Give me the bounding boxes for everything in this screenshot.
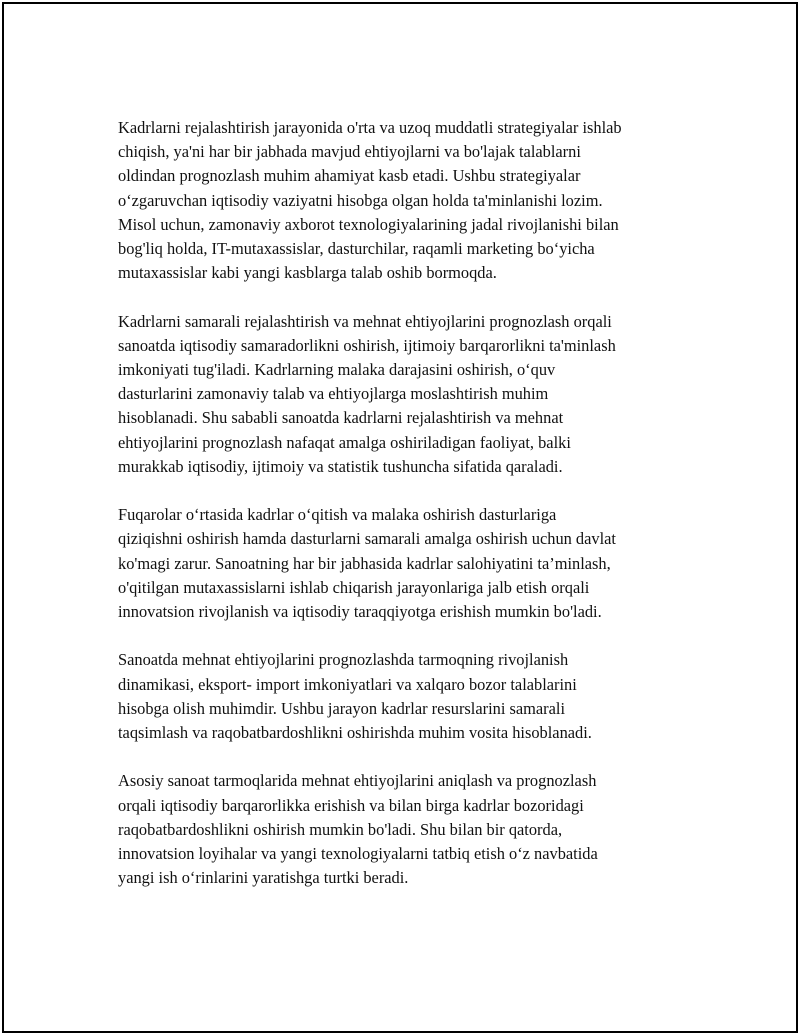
paragraph-2 [118, 310, 698, 479]
text-line: hisoblanadi. Shu sababli sanoatda kadrlarni rejalashtirish va mehnat [118, 408, 564, 428]
text-line: sanoatda iqtisodiy samaradorlikni oshirish, ijtimoiy barqarorlikni ta'minlash [118, 335, 616, 355]
paragraph-1 [118, 116, 698, 285]
text-line: oldindan prognozlash muhim ahamiyat kasb etadi. Ushbu strategiyalar [118, 166, 581, 186]
text-line: o‘zgaruvchan iqtisodiy vaziyatni hisobga olgan holda ta'minlanishi lozim. [118, 190, 603, 210]
text-line: ko'magi zarur. Sanoatning har bir jabhasida kadrlar salohiyatini ta’minlash, [118, 553, 611, 573]
text-line: murakkab iqtisodiy, ijtimoiy va statistik tushuncha sifatida qaraladi. [118, 456, 563, 476]
text-line: o'qitilgan mutaxassislarni ishlab chiqarish jarayonlariga jalb etish orqali [118, 577, 590, 597]
text-line: dasturlarini zamonaviy talab va ehtiyojlarga moslashtirish muhim [118, 384, 549, 404]
text-line: mutaxassislar kabi yangi kasblarga talab oshib bormoqda. [118, 263, 497, 283]
text-line: raqobatbardoshlikni oshirish mumkin bo'ladi. Shu bilan bir qatorda, [118, 819, 563, 839]
text-line: Kadrlarni rejalashtirish jarayonida o'rta va uzoq muddatli strategiyalar ishlab [118, 118, 622, 137]
text-line: Misol uchun, zamonaviy axborot texnologiyalarining jadal rivojlanishi bilan [118, 214, 619, 234]
text-line: hisobga olish muhimdir. Ushbu jarayon kadrlar resurslarini samarali [118, 698, 566, 718]
text-line: ehtiyojlarini prognozlash nafaqat amalga oshiriladigan faoliyat, balki [118, 432, 571, 452]
paragraph-4 [118, 648, 698, 745]
text-line: Kadrlarni samarali rejalashtirish va mehnat ehtiyojlarini prognozlash orqali [118, 311, 612, 331]
text-line: Asosiy sanoat tarmoqlarida mehnat ehtiyojlarini aniqlash va prognozlash [118, 771, 597, 791]
text-line: Sanoatda mehnat ehtiyojlarini prognozlashda tarmoqning rivojlanish [118, 650, 569, 670]
text-line: dinamikasi, eksport- import imkoniyatlari va xalqaro bozor talablarini [118, 674, 577, 694]
text-line: taqsimlash va raqobatbardoshlikni oshirishda muhim vosita hisoblanadi. [118, 723, 592, 743]
text-line: bog'liq holda, IT-mutaxassislar, dasturchilar, raqamli marketing bo‘yicha [118, 239, 595, 259]
text-line: imkoniyati tug'iladi. Kadrlarning malaka darajasini oshirish, o‘quv [118, 360, 556, 380]
paragraph-3 [118, 503, 698, 624]
text-line: chiqish, ya'ni har bir jabhada mavjud ehtiyojlarni va bo'lajak talablarni [118, 142, 581, 162]
text-line: qiziqishni oshirish hamda dasturlarni samarali amalga oshirish uchun davlat [118, 529, 616, 549]
document-body [118, 116, 698, 915]
text-line: yangi ish o‘rinlarini yaratishga turtki beradi. [118, 868, 409, 888]
text-line: orqali iqtisodiy barqarorlikka erishish va bilan birga kadrlar bozoridagi [118, 795, 584, 815]
paragraph-5 [118, 769, 698, 890]
text-line: innovatsion rivojlanish va iqtisodiy taraqqiyotga erishish mumkin bo'ladi. [118, 602, 602, 622]
text-line: Fuqarolar o‘rtasida kadrlar o‘qitish va malaka oshirish dasturlariga [118, 505, 557, 525]
text-line: innovatsion loyihalar va yangi texnologiyalarni tatbiq etish o‘z navbatida [118, 844, 598, 864]
